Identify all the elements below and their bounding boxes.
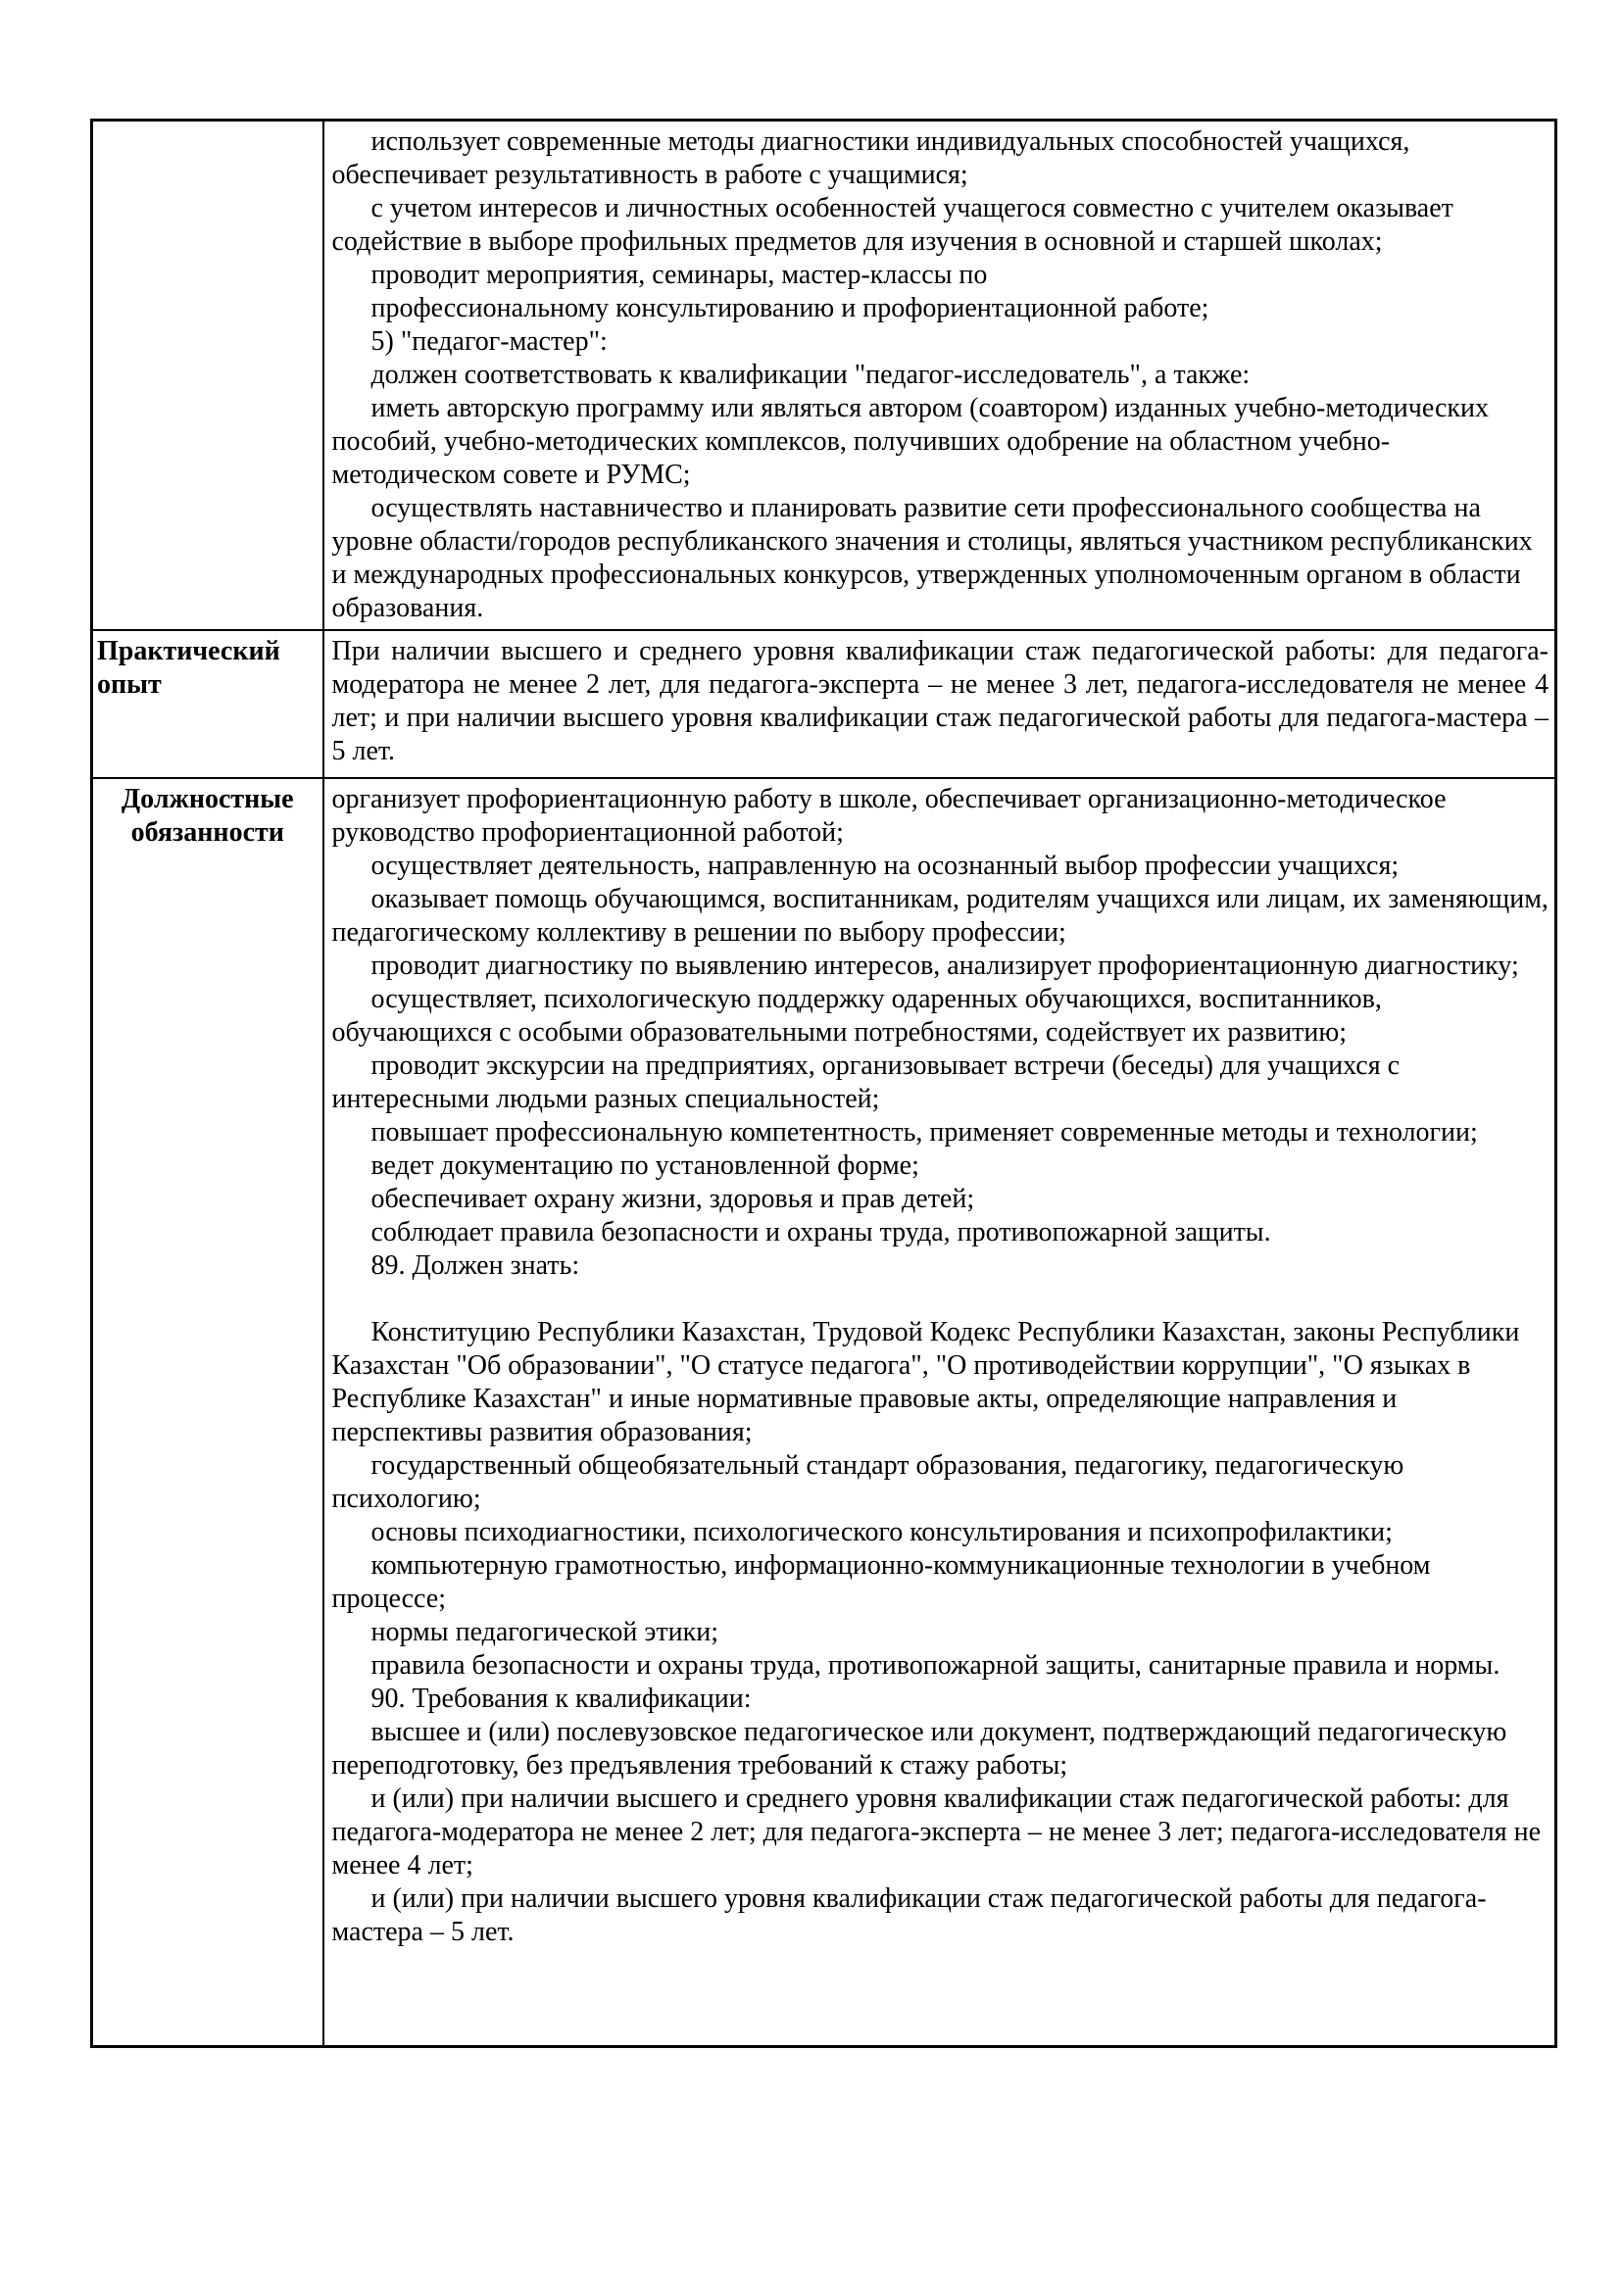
paragraph: обеспечивает охрану жизни, здоровья и прав детей; — [370, 1184, 975, 1214]
paragraph: компьютерную грамотностью, информационно-коммуникационные технологии в учебном процессе; — [331, 1550, 1431, 1614]
paragraph: проводит диагностику по выявлению интересов, анализирует профориентационную диагностику; — [370, 951, 1519, 981]
paragraph: правила безопасности и охраны труда, противопожарной защиты, санитарные правила и нормы. — [370, 1650, 1500, 1681]
paragraph: оказывает помощь обучающимся, воспитанникам, родителям учащихся или лицам, их заменяющим, педагогическому коллективу в решении по выбору профессии; — [331, 884, 1549, 948]
paragraph: 90. Требования к квалификации: — [370, 1684, 752, 1714]
paragraph: осуществляет деятельность, направленную на осознанный выбор профессии учащихся; — [370, 851, 1400, 881]
paragraph: профессиональному консультированию и профориентационной работе; — [370, 293, 1209, 323]
table-body — [92, 121, 1556, 2047]
paragraph: основы психодиагностики, психологического консультирования и психопрофилактики; — [370, 1517, 1393, 1547]
row-header-practical-experience: Практический опыт — [92, 630, 323, 778]
table-row-continuation — [92, 121, 1556, 631]
qualification-requirements-table — [90, 119, 1557, 2048]
paragraph: высшее и (или) послевузовское педагогическое или документ, подтверждающий педагогическую переподготовку, без предъявления требований к стажу работы; — [331, 1717, 1507, 1781]
table-row-job-duties — [92, 778, 1556, 2047]
paragraph: проводит мероприятия, семинары, мастер-классы по — [370, 260, 988, 290]
paragraph: осуществляет, психологическую поддержку одаренных обучающихся, воспитанников, обучающихся с особыми образовательными потребностями, содействует их развитию; — [331, 984, 1382, 1048]
paragraph: и (или) при наличии высшего и среднего уровня квалификации стаж педагогической работы: для педагога-модератора не менее 2 лет; для педагога-эксперта – не менее 3 лет; педагога-исследователя не менее 4 лет; — [331, 1783, 1542, 1881]
row-header-job-duties: Должностные обязанности — [92, 778, 323, 2047]
paragraph: При наличии высшего и среднего уровня квалификации стаж педагогической работы: для педагога-модератора не менее 2 лет, для педагога-эксперта – не менее 3 лет, педагога-исследователя не менее 4 лет; и при наличии высшего уровня квалификации стаж педагогической работы для педагога-мастера – 5 лет. — [331, 636, 1549, 766]
paragraph: Конституцию Республики Казахстан, Трудовой Кодекс Республики Казахстан, законы Республики Казахстан "Об образовании", "О статусе педагога", "О противодействии коррупции", "О языках в Республике Казахстан" и иные нормативные правовые акты, определяющие направления и перспективы развития образования; — [331, 1317, 1520, 1447]
paragraph: повышает профессиональную компетентность, применяет современные методы и технологии; — [370, 1117, 1478, 1148]
paragraph: иметь авторскую программу или являться автором (соавтором) изданных учебно-методических пособий, учебно-методических комплексов, получивших одобрение на областном учебно-методическом совете и РУМС; — [331, 393, 1489, 490]
paragraph: 5) "педагог-мастер": — [370, 326, 608, 357]
paragraph: проводит экскурсии на предприятиях, организовывает встречи (беседы) для учащихся с интересными людьми разных специальностей; — [331, 1050, 1401, 1114]
paragraph: ведет документацию по установленной форме; — [370, 1150, 919, 1181]
paragraph: 89. Должен знать: — [370, 1250, 580, 1281]
paragraph: должен соответствовать к квалификации "педагог-исследователь", а также: — [370, 360, 1251, 390]
row-content-continuation — [323, 121, 1556, 631]
paragraph: и (или) при наличии высшего уровня квалификации стаж педагогической работы для педагога-мастера – 5 лет. — [331, 1883, 1487, 1947]
paragraph: государственный общеобязательный стандарт образования, педагогику, педагогическую психологию; — [331, 1450, 1404, 1514]
paragraph: осуществлять наставничество и планировать развитие сети профессионального сообщества на уровне области/городов республиканского значения и столицы, являться участником республиканских и международных профессиональных конкурсов, утвержденных уполномоченным органом в области образования. — [331, 493, 1533, 623]
paragraph: нормы педагогической этики; — [370, 1617, 718, 1647]
table-row-practical-experience — [92, 630, 1556, 778]
row-header-empty — [92, 121, 323, 631]
paragraph: соблюдает правила безопасности и охраны труда, противопожарной защиты. — [370, 1217, 1271, 1247]
blank-line — [332, 1283, 1549, 1316]
paragraph: организует профориентационную работу в школе, обеспечивает организационно-методическое руководство профориентационной работой; — [331, 784, 1447, 848]
paragraph: использует современные методы диагностики индивидуальных способностей учащихся, обеспечивает результативность в работе с учащимися; — [331, 126, 1410, 190]
row-content-practical-experience — [323, 630, 1556, 778]
row-content-job-duties — [323, 778, 1556, 2047]
paragraph: с учетом интересов и личностных особенностей учащегося совместно с учителем оказывает содействие в выборе профильных предметов для изучения в основной и старшей школах; — [331, 193, 1453, 257]
